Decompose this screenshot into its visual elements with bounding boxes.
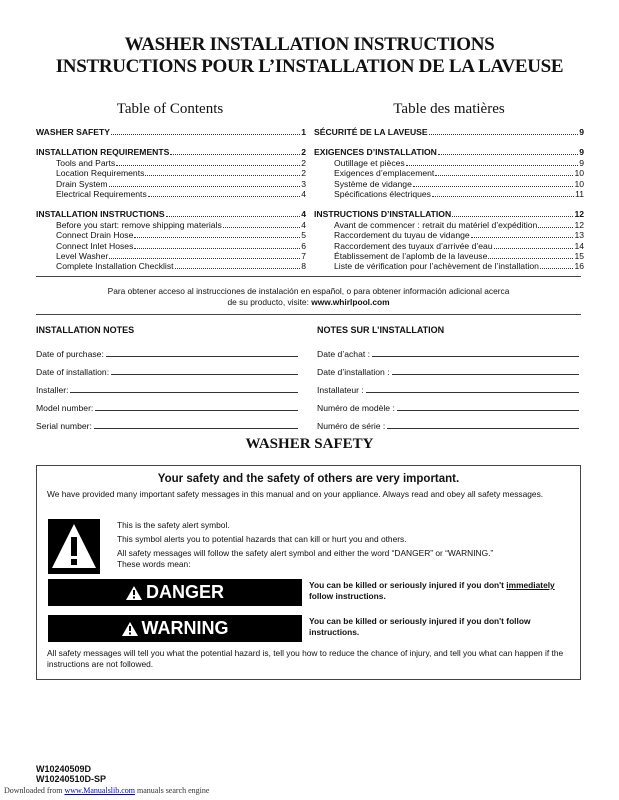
toc-entry-page: 2 xyxy=(301,147,306,158)
toc-entry-label: Connect Inlet Hoses xyxy=(56,240,134,251)
note-field-label: Date d’installation : xyxy=(317,367,390,377)
toc-leader-dots xyxy=(145,174,300,176)
note-field-label: Installateur : xyxy=(317,385,364,395)
toc-leader-dots xyxy=(175,267,301,269)
toc-leader-dots xyxy=(109,257,300,259)
toc-entry-page: 12 xyxy=(574,209,584,220)
toc-entry-label: INSTALLATION REQUIREMENTS xyxy=(36,147,170,158)
toc-entry-label: Raccordement du tuyau de vidange xyxy=(334,230,470,241)
toc-entry-label: Établissement de l’aplomb de la laveuse xyxy=(334,250,488,261)
toc-heading-fr: Table des matières xyxy=(393,101,505,117)
safety-closing: All safety messages will tell you what the potential hazard is, tell you how to reduce the chance of injury, and tell you what can happen if the instructions are not followed. xyxy=(47,648,564,669)
toc-entry-label: WASHER SAFETY xyxy=(36,127,111,137)
note-field-blank-line[interactable] xyxy=(392,374,579,375)
danger-msg-emphasis: immediately xyxy=(506,580,555,590)
toc-entry-page: 1 xyxy=(301,127,306,137)
download-notice xyxy=(4,786,209,795)
toc-entry-label: Avant de commencer : retrait du matériel d’expédition xyxy=(334,219,538,230)
toc-leader-dots xyxy=(116,164,300,166)
note-field xyxy=(36,341,298,359)
toc-entry[interactable] xyxy=(314,230,584,240)
toc-entry[interactable] xyxy=(314,220,584,230)
toc-leader-dots xyxy=(406,164,579,166)
warning-bar xyxy=(48,615,302,642)
toc-entry[interactable] xyxy=(36,127,306,137)
toc-french xyxy=(314,127,584,272)
toc-entry-page: 7 xyxy=(301,250,306,261)
divider xyxy=(36,314,581,315)
toc-entry-label: Tools and Parts xyxy=(56,157,116,168)
notes-heading-fr: NOTES SUR L’INSTALLATION xyxy=(317,325,445,335)
note-field-blank-line[interactable] xyxy=(111,374,298,375)
toc-entry-label: INSTRUCTIONS D’INSTALLATION xyxy=(314,209,452,220)
toc-entry[interactable] xyxy=(314,168,584,178)
toc-entry-page: 3 xyxy=(301,178,306,189)
toc-entry-page: 9 xyxy=(579,147,584,158)
spanish-note xyxy=(36,286,581,308)
toc-leader-dots xyxy=(170,153,300,155)
toc-entry-page: 5 xyxy=(301,230,306,241)
toc-entry[interactable] xyxy=(36,241,306,251)
toc-entry[interactable] xyxy=(36,230,306,240)
document-code-1: W10240509D xyxy=(36,764,92,774)
toc-entry[interactable] xyxy=(36,220,306,230)
toc-entry[interactable] xyxy=(36,158,306,168)
toc-entry-page: 8 xyxy=(301,261,306,272)
toc-leader-dots xyxy=(538,226,573,228)
note-field-label: Model number: xyxy=(36,403,94,413)
toc-entry-label: Before you start: remove shipping materials xyxy=(56,219,222,230)
safety-box xyxy=(36,465,581,680)
toc-entry[interactable] xyxy=(314,127,584,137)
toc-entry[interactable] xyxy=(314,209,584,219)
toc-leader-dots xyxy=(111,133,300,135)
note-field xyxy=(317,359,579,377)
installation-notes-en xyxy=(36,325,298,431)
manualslib-link[interactable]: www.Manualslib.com xyxy=(64,786,136,795)
toc-entry-label: Electrical Requirements xyxy=(56,188,147,199)
toc-entry-page: 14 xyxy=(574,240,584,251)
toc-entry-page: 15 xyxy=(574,250,584,261)
toc-leader-dots xyxy=(134,236,300,238)
toc-entry-label: Outillage et pièces xyxy=(334,157,405,168)
download-suffix: manuals search engine xyxy=(135,786,210,795)
note-field-label: Date of installation: xyxy=(36,367,110,377)
safety-heading: WASHER SAFETY xyxy=(245,436,374,452)
note-field xyxy=(317,413,579,431)
note-field xyxy=(317,377,579,395)
website-link[interactable]: www.whirlpool.com xyxy=(311,297,390,307)
toc-spacer xyxy=(36,199,306,209)
toc-leader-dots xyxy=(413,185,574,187)
toc-leader-dots xyxy=(148,195,300,197)
toc-entry-label: Spécifications électriques xyxy=(334,188,431,199)
danger-alert-icon xyxy=(126,586,142,600)
title-english: WASHER INSTALLATION INSTRUCTIONS xyxy=(124,34,495,55)
toc-entry-label: Raccordement des tuyaux d’arrivée d’eau xyxy=(334,240,493,251)
toc-entry-page: 4 xyxy=(301,209,306,220)
toc-entry-label: Complete Installation Checklist xyxy=(56,261,174,272)
symbol-line-2: This symbol alerts you to potential hazards that can kill or hurt you and others. xyxy=(117,534,407,544)
toc-entry-page: 10 xyxy=(574,178,584,189)
toc-entry-page: 4 xyxy=(301,219,306,230)
toc-entry-label: Exigences d’emplacement xyxy=(334,168,435,179)
toc-leader-dots xyxy=(429,133,579,135)
danger-msg-after: follow instructions. xyxy=(309,591,386,601)
spanish-note-line2 xyxy=(36,297,581,308)
toc-leader-dots xyxy=(452,215,573,217)
toc-leader-dots xyxy=(494,247,574,249)
symbol-line-3: All safety messages will follow the safety alert symbol and either the word “DANGER” or “WARNING.” xyxy=(117,548,494,558)
document-code-2: W10240510D-SP xyxy=(36,774,107,784)
toc-entry-page: 13 xyxy=(574,230,584,241)
toc-entry-label: Location Requirements xyxy=(56,168,145,179)
toc-entry[interactable] xyxy=(314,261,584,271)
danger-message xyxy=(309,580,559,602)
installation-notes-fr xyxy=(317,325,579,431)
toc-entry-label: Liste de vérification pour l’achèvement de l’installation xyxy=(334,261,539,272)
symbol-line-4: These words mean: xyxy=(117,559,191,569)
note-field xyxy=(317,341,579,359)
toc-entry-label: Drain System xyxy=(56,178,108,189)
note-field-label: Serial number: xyxy=(36,421,92,431)
toc-entry[interactable] xyxy=(36,179,306,189)
note-field-blank-line[interactable] xyxy=(106,356,298,357)
danger-label: DANGER xyxy=(145,582,224,602)
divider xyxy=(36,276,581,277)
danger-msg-before: You can be killed or seriously injured if you don't xyxy=(309,580,507,590)
toc-leader-dots xyxy=(166,215,301,217)
note-field xyxy=(317,395,579,413)
toc-entry[interactable] xyxy=(314,251,584,261)
toc-entry-page: 2 xyxy=(301,157,306,168)
toc-spacer xyxy=(314,137,584,147)
toc-entry-page: 2 xyxy=(301,168,306,179)
note-field xyxy=(36,395,298,413)
toc-entry-page: 11 xyxy=(575,188,584,199)
note-field-blank-line[interactable] xyxy=(387,428,579,429)
toc-leader-dots xyxy=(223,226,300,228)
note-field-label: Numéro de série : xyxy=(317,421,386,431)
note-field-blank-line[interactable] xyxy=(70,392,298,393)
toc-leader-dots xyxy=(134,247,300,249)
symbol-line-1: This is the safety alert symbol. xyxy=(117,520,230,530)
note-field-label: Date d’achat : xyxy=(317,349,371,359)
toc-entry-page: 10 xyxy=(574,168,584,179)
notes-heading-en: INSTALLATION NOTES xyxy=(36,325,135,335)
warning-message: You can be killed or seriously injured if you don't follow instructions. xyxy=(309,616,531,637)
toc-entry-label: SÉCURITÉ DE LA LAVEUSE xyxy=(314,127,428,137)
note-field-blank-line[interactable] xyxy=(397,410,579,411)
toc-entry-label: Système de vidange xyxy=(334,178,412,189)
toc-entry[interactable] xyxy=(36,147,306,157)
warning-label: WARNING xyxy=(141,618,229,638)
toc-leader-dots xyxy=(471,236,574,238)
toc-leader-dots xyxy=(109,185,301,187)
toc-entry[interactable] xyxy=(314,241,584,251)
toc-entry-page: 9 xyxy=(579,127,584,137)
toc-entry-label: Connect Drain Hose xyxy=(56,230,134,241)
toc-leader-dots xyxy=(432,195,574,197)
download-prefix: Downloaded from xyxy=(4,786,65,795)
toc-entry[interactable] xyxy=(36,189,306,199)
toc-entry[interactable] xyxy=(314,179,584,189)
note-field xyxy=(36,413,298,431)
note-field-blank-line[interactable] xyxy=(366,392,579,393)
toc-entry[interactable] xyxy=(314,189,584,199)
toc-entry-page: 4 xyxy=(301,188,306,199)
toc-entry-page: 6 xyxy=(301,240,306,251)
toc-entry[interactable] xyxy=(314,158,584,168)
toc-entry-page: 16 xyxy=(574,261,584,272)
toc-entry-label: INSTALLATION INSTRUCTIONS xyxy=(36,209,165,220)
toc-entry-page: 12 xyxy=(574,219,584,230)
toc-entry-label: EXIGENCES D’INSTALLATION xyxy=(314,147,437,158)
note-field-label: Numéro de modèle : xyxy=(317,403,395,413)
note-field-label: Installer: xyxy=(36,385,69,395)
spanish-note-prefix: de su producto, visite: xyxy=(227,297,312,307)
toc-entry-page: 9 xyxy=(579,157,584,168)
toc-leader-dots xyxy=(435,174,573,176)
toc-entry[interactable] xyxy=(36,261,306,271)
toc-spacer xyxy=(36,137,306,147)
safety-intro: We have provided many important safety messages in this manual and on your appliance. Always read and obey all safety messages. xyxy=(47,489,544,499)
note-field xyxy=(36,359,298,377)
toc-heading-en: Table of Contents xyxy=(116,101,224,117)
toc-entry[interactable] xyxy=(36,251,306,261)
note-field-blank-line[interactable] xyxy=(94,428,298,429)
note-field-blank-line[interactable] xyxy=(95,410,298,411)
toc-entry[interactable] xyxy=(36,209,306,219)
spanish-note-line1: Para obtener acceso al instrucciones de instalación en español, o para obtener información adicional acerca xyxy=(107,286,510,296)
safety-box-title: Your safety and the safety of others are very important. xyxy=(157,473,460,485)
document-codes xyxy=(36,764,106,784)
note-field-blank-line[interactable] xyxy=(372,356,579,357)
danger-bar xyxy=(48,579,302,606)
toc-leader-dots xyxy=(540,267,574,269)
toc-spacer xyxy=(314,199,584,209)
toc-entry-label: Level Washer xyxy=(56,250,109,261)
note-field xyxy=(36,377,298,395)
toc-leader-dots xyxy=(438,153,578,155)
toc-leader-dots xyxy=(488,257,573,259)
toc-english xyxy=(36,127,306,272)
toc-entry[interactable] xyxy=(36,168,306,178)
safety-alert-symbol-icon xyxy=(48,519,100,579)
toc-entry[interactable] xyxy=(314,147,584,157)
note-field-label: Date of purchase: xyxy=(36,349,104,359)
title-french: INSTRUCTIONS POUR L’INSTALLATION DE LA LAVEUSE xyxy=(55,56,564,77)
warning-alert-icon xyxy=(122,622,138,636)
